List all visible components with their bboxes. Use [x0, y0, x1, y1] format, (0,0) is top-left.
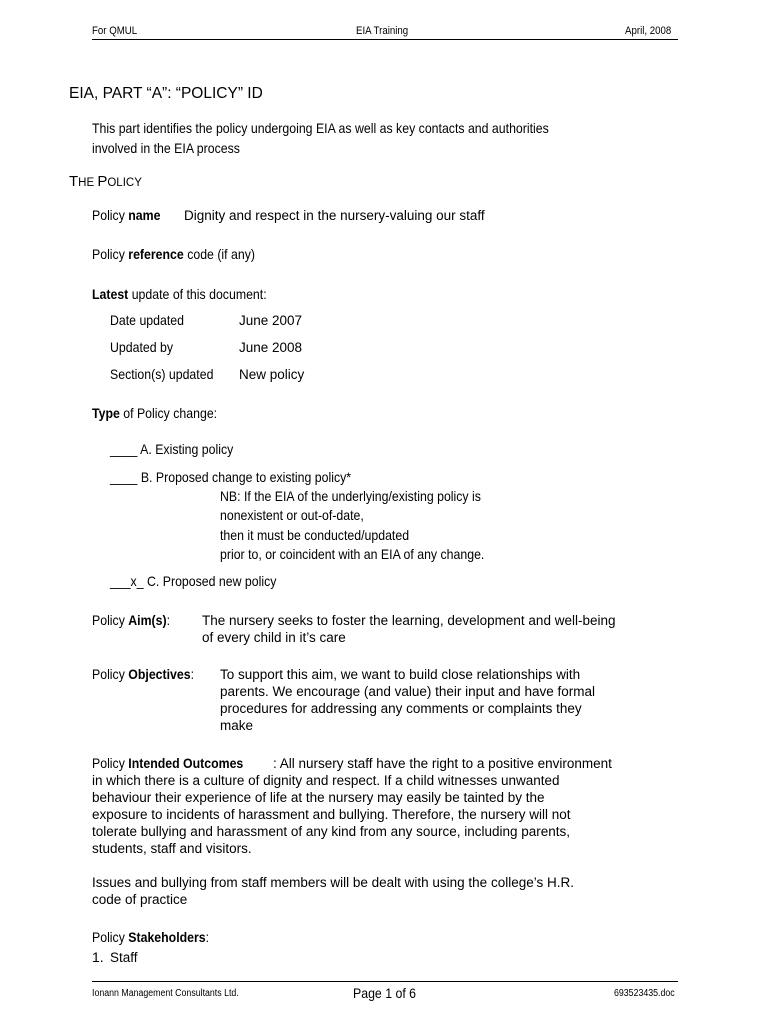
heading-rest-2: OLICY	[107, 177, 142, 189]
nb-line-3: then it must be conducted/updated	[220, 527, 410, 543]
stakeholder-item-text: Staff	[110, 950, 138, 965]
footer-left: Ionann Management Consultants Ltd.	[92, 988, 239, 999]
objectives-line-1: To support this aim, we want to build close relationships with	[220, 667, 581, 682]
latest-bold: Latest	[92, 286, 129, 302]
footer-page-number: Page 1 of 6	[353, 985, 417, 1001]
updated-by-value: June 2008	[239, 340, 303, 355]
footer-right: 693523435.doc	[614, 988, 675, 999]
stakeholders-label	[92, 929, 209, 945]
outcomes-line-5: tolerate bullying and harassment of any kind from any source, including parents,	[92, 824, 571, 839]
outcomes-first-line	[92, 755, 264, 773]
type-suffix: of Policy change:	[119, 405, 218, 421]
outcomes-line-2: in which there is a culture of dignity and respect. If a child witnesses unwanted	[92, 773, 560, 788]
latest-update	[92, 286, 267, 302]
policy-name-value: Dignity and respect in the nursery-valuing our staff	[184, 208, 485, 223]
option-a: ____ A. Existing policy	[110, 441, 234, 457]
aims-colon: :	[166, 612, 171, 628]
type-bold: Type	[92, 405, 120, 421]
aims-prefix: Policy	[92, 612, 129, 628]
option-b: ____ B. Proposed change to existing policy*	[110, 469, 352, 485]
objectives-line-2: parents. We encourage (and value) their input and have formal	[220, 684, 595, 699]
stakeholders-bold: Stakeholders	[128, 929, 206, 945]
outcomes-line-6: students, staff and visitors.	[92, 841, 252, 856]
outcomes-line-4: exposure to incidents of harassment and bullying. Therefore, the nursery will not	[92, 807, 571, 822]
header-left: For QMUL	[92, 25, 138, 37]
option-c-text: C. Proposed new policy	[143, 573, 277, 589]
objectives-label	[92, 666, 194, 682]
intro-line-1: This part identifies the policy undergoing EIA as well as key contacts and authorities	[92, 120, 549, 136]
policy-name-prefix: Policy	[92, 207, 129, 223]
objectives-line-4: make	[220, 718, 254, 733]
outcomes-prefix: Policy	[92, 755, 129, 771]
objectives-line-3: procedures for addressing any comments or complaints they	[220, 701, 582, 716]
outcomes-bold: Intended Outcomes	[128, 755, 244, 771]
header-right: April, 2008	[625, 25, 672, 37]
stakeholders-colon: :	[205, 929, 210, 945]
option-c	[110, 573, 276, 589]
nb-line-4: prior to, or coincident with an EIA of any change.	[220, 546, 485, 562]
aims-bold: Aim(s)	[128, 612, 167, 628]
heading-rest-1: HE	[78, 177, 98, 189]
policy-ref-bold: reference	[128, 246, 184, 262]
objectives-colon: :	[190, 666, 195, 682]
page-title: EIA, PART “A”: “POLICY” ID	[69, 85, 263, 102]
aims-label	[92, 612, 170, 628]
outcomes-label	[92, 755, 243, 771]
issues-line-2: code of practice	[92, 892, 188, 907]
objectives-prefix: Policy	[92, 666, 129, 682]
date-updated-label: Date updated	[110, 312, 184, 328]
policy-ref-prefix: Policy	[92, 246, 129, 262]
objectives-bold: Objectives	[128, 666, 191, 682]
heading-cap-2: P	[97, 173, 108, 190]
option-c-mark: ___x_	[110, 573, 144, 589]
heading-cap-1: T	[69, 173, 79, 190]
sections-updated-label: Section(s) updated	[110, 366, 214, 382]
sections-updated-value: New policy	[239, 367, 305, 382]
footer-rule	[92, 981, 678, 982]
aims-line-2: of every child in it’s care	[202, 630, 346, 645]
outcomes-line-1: : All nursery staff have the right to a positive environment	[273, 756, 612, 771]
policy-reference	[92, 246, 255, 262]
latest-suffix: update of this document:	[128, 286, 267, 302]
stakeholder-item-number: 1.	[92, 949, 104, 965]
header-rule	[92, 39, 678, 40]
date-updated-value: June 2007	[239, 313, 303, 328]
header-center: EIA Training	[356, 25, 409, 37]
section-heading	[69, 173, 142, 191]
updated-by-label: Updated by	[110, 339, 174, 355]
policy-name-label	[92, 207, 160, 223]
type-of-change	[92, 405, 217, 421]
stakeholders-prefix: Policy	[92, 929, 129, 945]
policy-ref-suffix: code (if any)	[183, 246, 255, 262]
nb-line-1: NB: If the EIA of the underlying/existing policy is	[220, 488, 481, 504]
outcomes-line-3: behaviour their experience of life at the nursery may easily be tainted by the	[92, 790, 545, 805]
issues-line-1: Issues and bullying from staff members will be dealt with using the college’s H.R.	[92, 875, 574, 890]
policy-name-bold: name	[128, 207, 161, 223]
aims-line-1: The nursery seeks to foster the learning, development and well-being	[202, 613, 616, 628]
nb-line-2: nonexistent or out-of-date,	[220, 507, 364, 523]
intro-line-2: involved in the EIA process	[92, 140, 240, 156]
